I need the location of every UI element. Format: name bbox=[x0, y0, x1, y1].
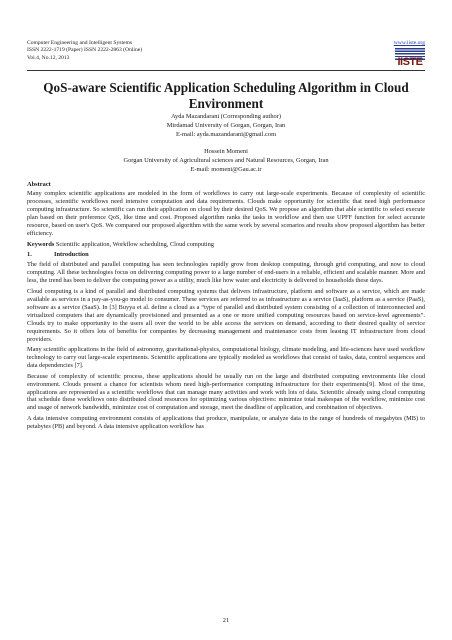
journal-info bbox=[27, 40, 425, 62]
intro-paragraph-2: Cloud computing is a kind of parallel and distributed computing systems that delivers infrastructure, platform and software as a service, which are made available as services in a pay-as-you-go model to consumer. These services are referred to as infrastructure as a service (IaaS), platform as a service (PaaS), software as a service (SaaS). In [3] Buyya et al. define a cloud as a “type of parallel and distributed system consisting of a collection of interconnected and virtualized computers that are dynamically provisioned and presented as a one or more unified computing resources based on service-level agreements”. Clouds try to make opportunity to the users all over the world to be able access the services on demand, according to their desired quality of service requirements. So it offers lots of benefits for companies by decreasing management and maintenance costs from leasing IT infrastructure from cloud providers. bbox=[27, 287, 425, 343]
intro-paragraph-4: Because of complexity of scientific process, these applications should be usually run on the large and distributed computing environments like cloud environment. Clouds present a chance for scientists whom need high-performance computing infrastructure for their experiments[9]. Most of the time, applications are represented as a scientific workflows that can manage many activities and work with lots of data. Scientific already using cloud computing that schedule these workflows onto distributed cloud resources for optimizing various objectives: minimize total makespan of the workflow, minimize cost and usage of network bandwidth, minimize cost of computation and storage, meet the deadline of application, and combination of objectives. bbox=[27, 372, 425, 412]
intro-paragraph-1: The field of distributed and parallel computing has seen technologies rapidly grow from desktop computing, through grid computing, and now to cloud computing. All these technologies focus on delivering computing power to a large number of end-users in a reliable, efficient and scalable manner. More and less, the trend has been to deliver the computing power as a utility, much like how water and electricity is delivered to households these days. bbox=[27, 261, 425, 285]
logo-text: IISTE bbox=[397, 56, 423, 68]
section-heading bbox=[27, 251, 425, 259]
keywords-text: Scientific application, Workflow scheduling, Cloud computing bbox=[54, 240, 214, 248]
abstract-heading: Abstract bbox=[27, 181, 51, 188]
intro-paragraph-3: Many scientific applications in the field of astronomy, gravitational-physics, computational biology, climate modeling, and life-sciences have used workflow technology to carry out large-scale experiments. Scientific applications are typically modeled as workflows that consist of tasks, data, control sequences and data dependencies [7]. bbox=[27, 346, 425, 370]
journal-issn: ISSN 2222-1719 (Paper) ISSN 2222-2863 (Online) bbox=[27, 47, 143, 54]
section-number: 1. bbox=[27, 251, 32, 259]
abstract-text: Many complex scientific applications are modeled in the form of workflows to carry out large-scale experiments. Because of complexity of scientific processes, scientific workflows need intensive computation and data requirements. Clouds make opportunity for scientific that need high performance computing infrastructure. So scientific can run their application on cloud by their desired QoS. We propose an algorithm that able scientific to select execute plan based on their preference QoS, like time and cost. Proposed algorithm ranks the tasks in workflow and then use UPFF function for select accurate resource, based on user's QoS. We compared our proposed algorithm with the same work by several scenarios and results show proposed algorithm has better efficiency. bbox=[27, 190, 425, 238]
paper-body bbox=[27, 181, 425, 433]
author-1-email: E-mail: ayda.mazandarani@gmail.com bbox=[175, 130, 277, 138]
title-line-2: Environment bbox=[188, 95, 264, 111]
journal-volume: Vol.4, No.12, 2013 bbox=[27, 54, 70, 61]
iiste-logo bbox=[395, 48, 425, 68]
paper-title bbox=[27, 80, 425, 111]
author-1-affiliation: Mirdamad University of Gorgan, Gorgan, Iran bbox=[166, 121, 286, 129]
journal-url-link[interactable]: www.iiste.org bbox=[393, 40, 425, 46]
intro-paragraph-5: A data intensive computing environment consists of applications that produce, manipulate, or analyze data in the range of hundreds of megabytes (MB) to petabytes (PB) and beyond. A data intensive application workflow has bbox=[27, 414, 425, 430]
journal-header bbox=[27, 40, 425, 68]
journal-name: Computer Engineering and Intelligent Systems bbox=[27, 40, 133, 46]
author-2-affiliation: Gorgan University of Agricultural sciences and Natural Resources, Gorgan, Iran bbox=[123, 156, 329, 164]
author-1-name: Ayda Mazandarani (Corresponding author) bbox=[171, 113, 281, 120]
author-2-email: E-mail: momeni@Gau.ac.ir bbox=[190, 165, 262, 173]
author-block bbox=[27, 113, 425, 174]
keywords-label: Keywords bbox=[27, 240, 55, 248]
section-title: Introduction bbox=[54, 251, 89, 259]
author-2-name: Hossein Momeni bbox=[204, 147, 248, 155]
title-line-1: QoS-aware Scientific Application Scheduling Algorithm in Cloud bbox=[43, 80, 409, 95]
page-number: 21 bbox=[222, 617, 230, 624]
keywords-line bbox=[27, 241, 425, 249]
header-rule bbox=[27, 70, 425, 71]
